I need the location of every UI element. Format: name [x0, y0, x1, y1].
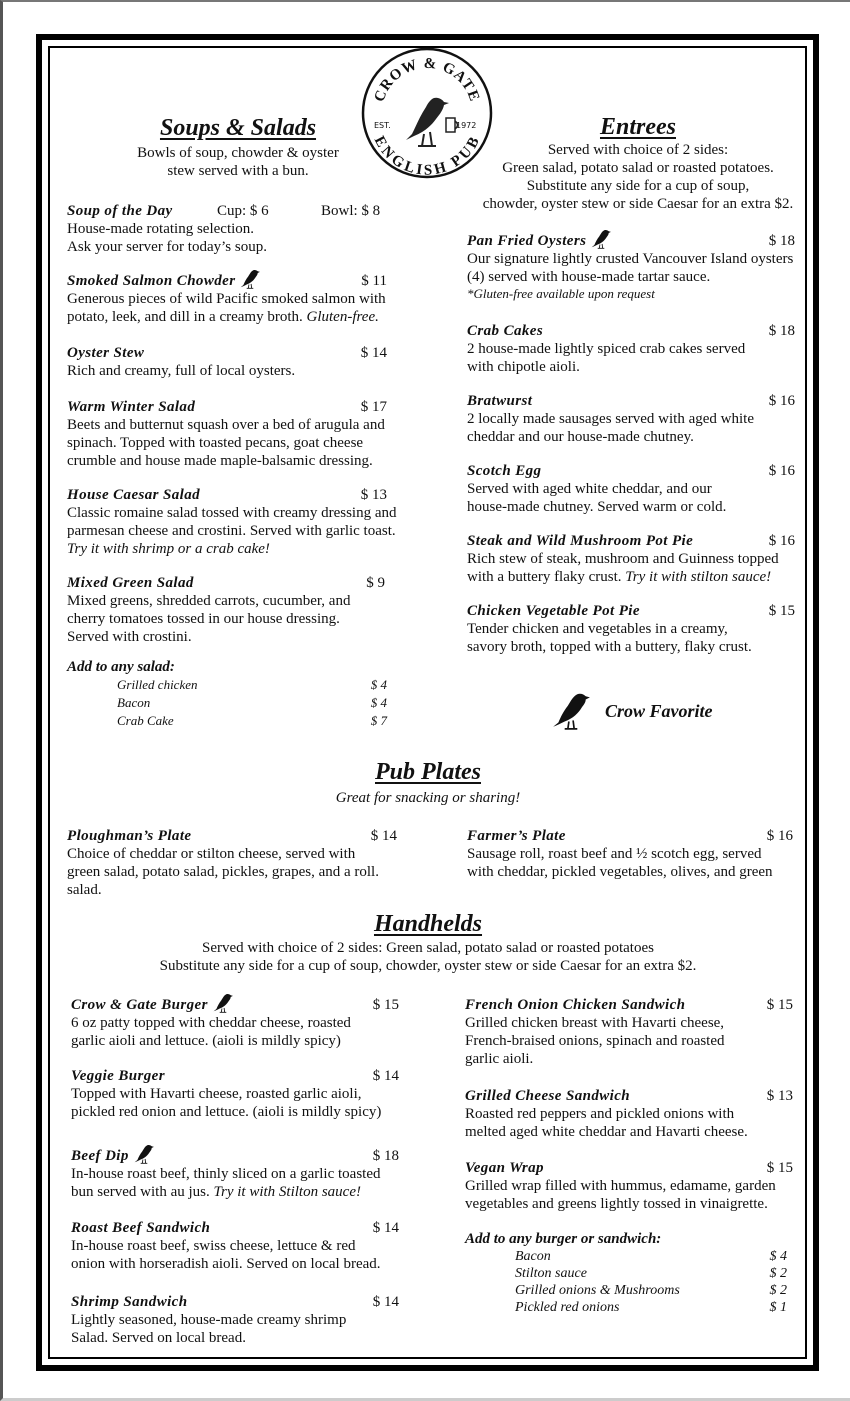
addon-name: Stilton sauce: [515, 1266, 587, 1281]
menu-item: [67, 484, 397, 558]
handhelds-title: Handhelds: [373, 911, 483, 937]
item-desc: Choice of cheddar or stilton cheese, served with green salad, potato salad, pickles, grapes, and a roll. salad.: [67, 846, 379, 898]
entrees-subtitle-line: chowder, oyster stew or side Caesar for an extra $2.: [482, 196, 794, 212]
addons-title: Add to any burger or sandwich:: [465, 1231, 662, 1247]
crow-favorite-icon: [549, 690, 593, 732]
menu-item: [71, 1291, 399, 1347]
item-price: $ 16: [766, 828, 793, 844]
item-price: $ 13: [766, 1088, 793, 1104]
pub-plates-title: Pub Plates: [375, 759, 481, 785]
soups-subtitle-line: Bowls of soup, chowder & oyster: [137, 145, 339, 161]
item-name: Steak and Wild Mushroom Pot Pie: [467, 533, 694, 549]
item-name: Crab Cakes: [467, 323, 544, 339]
item-price: $ 18: [768, 323, 795, 339]
item-desc: 6 oz patty topped with cheddar cheese, roasted garlic aioli and lettuce. (aioli is mildly spicy): [71, 1015, 351, 1049]
item-price: $ 15: [372, 997, 399, 1013]
soups-salads-title: Soups & Salads: [159, 115, 317, 141]
addon-name: Bacon: [117, 695, 151, 710]
cup-price: Cup: $ 6: [217, 203, 269, 219]
item-desc: Roasted red peppers and pickled onions with melted aged white cheddar and Havarti cheese.: [465, 1106, 748, 1140]
menu-item: [467, 230, 795, 302]
item-price: $ 13: [360, 487, 387, 503]
addon-price: $ 7: [370, 713, 387, 728]
item-name: Bratwurst: [467, 393, 533, 409]
item-desc: Grilled chicken breast with Havarti cheese, French-braised onions, spinach and roasted garlic aioli.: [465, 1015, 725, 1067]
item-desc: Beets and butternut squash over a bed of arugula and spinach. Topped with toasted pecans, goat cheese crumble and house made maple-balsamic dressing.: [67, 417, 385, 469]
item-name: Pan Fried Oysters: [467, 233, 587, 249]
addon-name: Grilled chicken: [117, 677, 198, 692]
item-desc: 2 house-made lightly spiced crab cakes served with chipotle aioli.: [467, 341, 746, 375]
item-name: Mixed Green Salad: [67, 575, 194, 591]
item-name: Roast Beef Sandwich: [71, 1220, 211, 1236]
entrees-title: Entrees: [599, 114, 676, 140]
item-price: $ 14: [372, 1068, 399, 1084]
item-price: $ 14: [360, 345, 387, 361]
addon-price: $ 2: [769, 1266, 787, 1281]
item-desc: Generous pieces of wild Pacific smoked salmon with potato, leek, and dill in a creamy broth.: [67, 291, 386, 325]
salad-addons: [67, 659, 387, 730]
logo-top-text: CROW & GATE: [371, 55, 483, 105]
item-price: $ 15: [766, 1160, 793, 1176]
entrees-subtitle: [473, 141, 803, 213]
item-desc: Tender chicken and vegetables in a creamy, savory broth, topped with a buttery, flaky crust.: [467, 621, 752, 655]
menu-item: [67, 396, 387, 470]
menu-item: [67, 572, 387, 646]
addon-price: $ 1: [769, 1300, 787, 1315]
addon-price: $ 4: [769, 1249, 787, 1264]
item-desc: In-house roast beef, swiss cheese, lettuce & red onion with horseradish aioli. Served on local bread.: [71, 1238, 381, 1272]
logo-year: 1972: [456, 121, 477, 130]
item-note: Gluten-free.: [306, 309, 379, 325]
item-name: Oyster Stew: [67, 345, 145, 361]
addons-title: Add to any salad:: [67, 659, 175, 675]
item-price: $ 14: [370, 828, 397, 844]
item-name: French Onion Chicken Sandwich: [465, 997, 686, 1013]
item-desc: Our signature lightly crusted Vancouver Island oysters (4) served with house-made tartar sauce.: [467, 251, 794, 285]
entrees-subtitle-line: Green salad, potato salad or roasted potatoes.: [502, 160, 774, 176]
item-desc: Rich and creamy, full of local oysters.: [67, 363, 296, 379]
addon-name: Pickled red onions: [515, 1300, 620, 1315]
item-desc: House-made rotating selection.: [67, 221, 255, 237]
item-name: Farmer’s Plate: [467, 828, 566, 844]
entrees-subtitle-line: Substitute any side for a cup of soup,: [526, 178, 750, 194]
menu-item: [71, 1217, 399, 1273]
crow-favorite-icon: [212, 992, 234, 1014]
logo-bottom-text: ENGLISH PUB: [370, 133, 484, 179]
item-desc: Classic romaine salad tossed with creamy dressing and parmesan cheese and crostini. Served with garlic toast.: [67, 505, 397, 539]
addon-name: Crab Cake: [117, 713, 174, 728]
item-name: Ploughman’s Plate: [67, 828, 192, 844]
menu-item: [465, 1157, 793, 1213]
addon-name: Grilled onions & Mushrooms: [515, 1283, 680, 1298]
legend-label: Crow Favorite: [605, 700, 713, 721]
menu-item: [71, 1145, 399, 1201]
entrees-subtitle-line: Served with choice of 2 sides:: [547, 142, 729, 158]
item-price: $ 18: [372, 1148, 399, 1164]
item-desc: Mixed greens, shredded carrots, cucumber, and cherry tomatoes tossed in our house dressing. Served with crostini.: [67, 593, 351, 645]
menu-item: [67, 825, 397, 899]
menu-item: [465, 1085, 793, 1141]
menu-item: [467, 460, 795, 516]
item-name: Chicken Vegetable Pot Pie: [467, 603, 640, 619]
pub-plates-subtitle: Great for snacking or sharing!: [335, 790, 521, 806]
item-desc: Sausage roll, roast beef and ½ scotch egg, served with cheddar, pickled vegetables, olives, and green: [467, 846, 773, 880]
item-name: Vegan Wrap: [465, 1160, 544, 1176]
crow-favorite-icon: [590, 228, 612, 250]
addon-name: Bacon: [515, 1249, 551, 1264]
item-price: $ 15: [766, 997, 793, 1013]
item-price: $ 17: [360, 399, 387, 415]
menu-item: [465, 994, 793, 1068]
menu-item: [467, 390, 795, 446]
item-name: Grilled Cheese Sandwich: [465, 1088, 631, 1104]
item-price: $ 18: [768, 233, 795, 249]
item-name: Warm Winter Salad: [67, 399, 196, 415]
item-price: $ 16: [768, 393, 795, 409]
soups-subtitle-line: stew served with a bun.: [167, 163, 309, 179]
item-price: $ 9: [366, 575, 385, 591]
item-desc: Served with aged white cheddar, and our house-made chutney. Served warm or cold.: [467, 481, 727, 515]
handhelds-subtitle: [103, 939, 753, 975]
menu-item: [467, 600, 795, 656]
item-desc: Grilled wrap filled with hummus, edamame, garden vegetables and greens lightly tossed in vinaigrette.: [465, 1178, 776, 1212]
item-price: $ 16: [768, 533, 795, 549]
menu-item: [467, 825, 793, 881]
item-desc: 2 locally made sausages served with aged white cheddar and our house-made chutney.: [467, 411, 754, 445]
item-desc: Rich stew of steak, mushroom and Guinness topped with a buttery flaky crust.: [467, 551, 779, 585]
soups-salads-subtitle: [106, 144, 370, 180]
item-desc: Lightly seasoned, house-made creamy shrimp Salad. Served on local bread.: [71, 1312, 347, 1346]
menu-item: [71, 1065, 399, 1121]
item-price: $ 11: [361, 273, 387, 289]
item-name: Scotch Egg: [467, 463, 542, 479]
addon-price: $ 4: [370, 677, 387, 692]
logo-est: EST.: [374, 121, 391, 130]
item-desc: Ask your server for today’s soup.: [67, 239, 267, 255]
item-name: Veggie Burger: [71, 1068, 165, 1084]
item-name: Beef Dip: [71, 1148, 129, 1164]
item-note: Try it with stilton sauce!: [625, 569, 772, 585]
item-name: Shrimp Sandwich: [71, 1294, 188, 1310]
menu-item: [67, 270, 387, 326]
crow-favorite-icon: [239, 268, 261, 290]
crow-favorite-icon: [133, 1143, 155, 1165]
item-price: $ 14: [372, 1220, 399, 1236]
item-desc: Topped with Havarti cheese, roasted garlic aioli, pickled red onion and lettuce. (aioli is mildly spicy): [71, 1086, 382, 1120]
addon-price: $ 2: [769, 1283, 787, 1298]
item-name: House Caesar Salad: [67, 487, 201, 503]
addon-price: $ 4: [370, 695, 387, 710]
item-desc: In-house roast beef, thinly sliced on a garlic toasted bun served with au jus.: [71, 1166, 381, 1200]
burger-addons: [465, 1231, 787, 1316]
item-price: $ 15: [768, 603, 795, 619]
item-name: Smoked Salmon Chowder: [67, 273, 236, 289]
menu-item-soup-of-the-day: [67, 200, 387, 256]
handhelds-subtitle-line: Substitute any side for a cup of soup, chowder, oyster stew or side Caesar for an extra $2.: [159, 958, 697, 974]
item-price: $ 14: [372, 1294, 399, 1310]
handhelds-subtitle-line: Served with choice of 2 sides: Green salad, potato salad or roasted potatoes: [202, 940, 654, 956]
item-note: Try it with shrimp or a crab cake!: [67, 541, 270, 557]
item-name: Crow & Gate Burger: [71, 997, 208, 1013]
gluten-free-note: *Gluten-free available upon request: [467, 286, 655, 301]
item-note: Try it with Stilton sauce!: [213, 1184, 361, 1200]
menu-item: [67, 342, 387, 380]
bowl-price: Bowl: $ 8: [321, 203, 381, 219]
menu-item: [71, 994, 399, 1050]
menu-item: [467, 530, 795, 586]
item-price: $ 16: [768, 463, 795, 479]
menu-item: [467, 320, 795, 376]
crow-favorite-legend: [549, 690, 713, 732]
item-name: Soup of the Day: [67, 203, 173, 219]
